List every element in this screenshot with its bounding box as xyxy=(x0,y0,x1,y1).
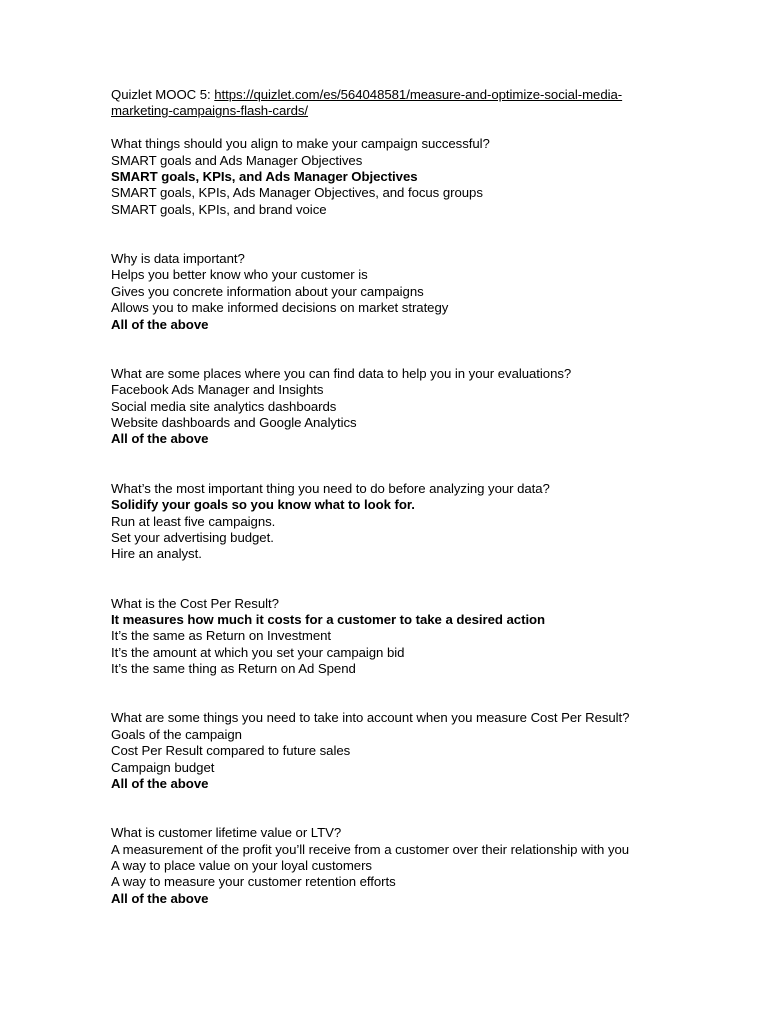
question-spacer xyxy=(111,218,751,251)
question-text: What are some places where you can find data to help you in your evaluations? xyxy=(111,365,572,381)
answer-option: SMART goals, KPIs, Ads Manager Objectives, and focus groups xyxy=(111,185,483,201)
question-text: What’s the most important thing you need to do before analyzing your data? xyxy=(111,480,550,496)
header-prefix: Quizlet MOOC 5: xyxy=(111,87,215,102)
correct-answer-option: SMART goals, KPIs, and Ads Manager Objectives xyxy=(111,169,418,185)
answer-option: Social media site analytics dashboards xyxy=(111,398,337,414)
question-block xyxy=(111,710,751,792)
answer-option: Facebook Ads Manager and Insights xyxy=(111,382,324,398)
question-text: Why is data important? xyxy=(111,251,245,267)
answer-option: A measurement of the profit you’ll receive from a customer over their relationship with you xyxy=(111,841,630,857)
correct-answer-option: All of the above xyxy=(111,316,209,332)
question-text: What is the Cost Per Result? xyxy=(111,595,279,611)
question-list xyxy=(111,136,751,907)
header-line-1 xyxy=(111,87,751,103)
answer-option: It’s the same as Return on Investment xyxy=(111,628,332,644)
answer-option: It’s the amount at which you set your campaign bid xyxy=(111,644,405,660)
question-text: What is customer lifetime value or LTV? xyxy=(111,825,342,841)
question-block xyxy=(111,251,751,333)
answer-option: A way to measure your customer retention efforts xyxy=(111,874,396,890)
question-spacer xyxy=(111,792,751,825)
question-block xyxy=(111,596,751,678)
answer-option: Cost Per Result compared to future sales xyxy=(111,743,351,759)
question-block xyxy=(111,366,751,448)
correct-answer-option: It measures how much it costs for a customer to take a desired action xyxy=(111,611,546,627)
answer-option: SMART goals and Ads Manager Objectives xyxy=(111,152,363,168)
answer-option: Set your advertising budget. xyxy=(111,529,274,545)
answer-option: Campaign budget xyxy=(111,759,215,775)
answer-option: Website dashboards and Google Analytics xyxy=(111,415,357,431)
spacer xyxy=(111,120,751,136)
document-header xyxy=(111,87,751,120)
question-spacer xyxy=(111,448,751,481)
answer-option: Gives you concrete information about your campaigns xyxy=(111,283,424,299)
answer-option: SMART goals, KPIs, and brand voice xyxy=(111,201,327,217)
question-spacer xyxy=(111,678,751,711)
answer-option: A way to place value on your loyal customers xyxy=(111,857,372,873)
answer-option: Goals of the campaign xyxy=(111,726,242,742)
answer-option: Helps you better know who your customer is xyxy=(111,267,368,283)
quizlet-link-continued[interactable]: marketing-campaigns-flash-cards/ xyxy=(111,103,309,119)
question-block xyxy=(111,481,751,563)
quizlet-link[interactable]: https://quizlet.com/es/564048581/measure-and-optimize-social-media- xyxy=(214,87,623,102)
question-text: What things should you align to make your campaign successful? xyxy=(111,136,490,152)
correct-answer-option: All of the above xyxy=(111,775,209,791)
answer-option: Run at least five campaigns. xyxy=(111,513,276,529)
answer-option: It’s the same thing as Return on Ad Spend xyxy=(111,661,356,677)
answer-option: Allows you to make informed decisions on market strategy xyxy=(111,300,449,316)
question-text: What are some things you need to take into account when you measure Cost Per Result? xyxy=(111,710,630,726)
document-page xyxy=(111,87,751,907)
question-spacer xyxy=(111,563,751,596)
question-block xyxy=(111,136,751,218)
question-block xyxy=(111,825,751,907)
correct-answer-option: All of the above xyxy=(111,890,209,906)
answer-option: Hire an analyst. xyxy=(111,546,202,562)
correct-answer-option: All of the above xyxy=(111,431,209,447)
correct-answer-option: Solidify your goals so you know what to look for. xyxy=(111,497,415,513)
header-line-2 xyxy=(111,103,751,119)
question-spacer xyxy=(111,333,751,366)
